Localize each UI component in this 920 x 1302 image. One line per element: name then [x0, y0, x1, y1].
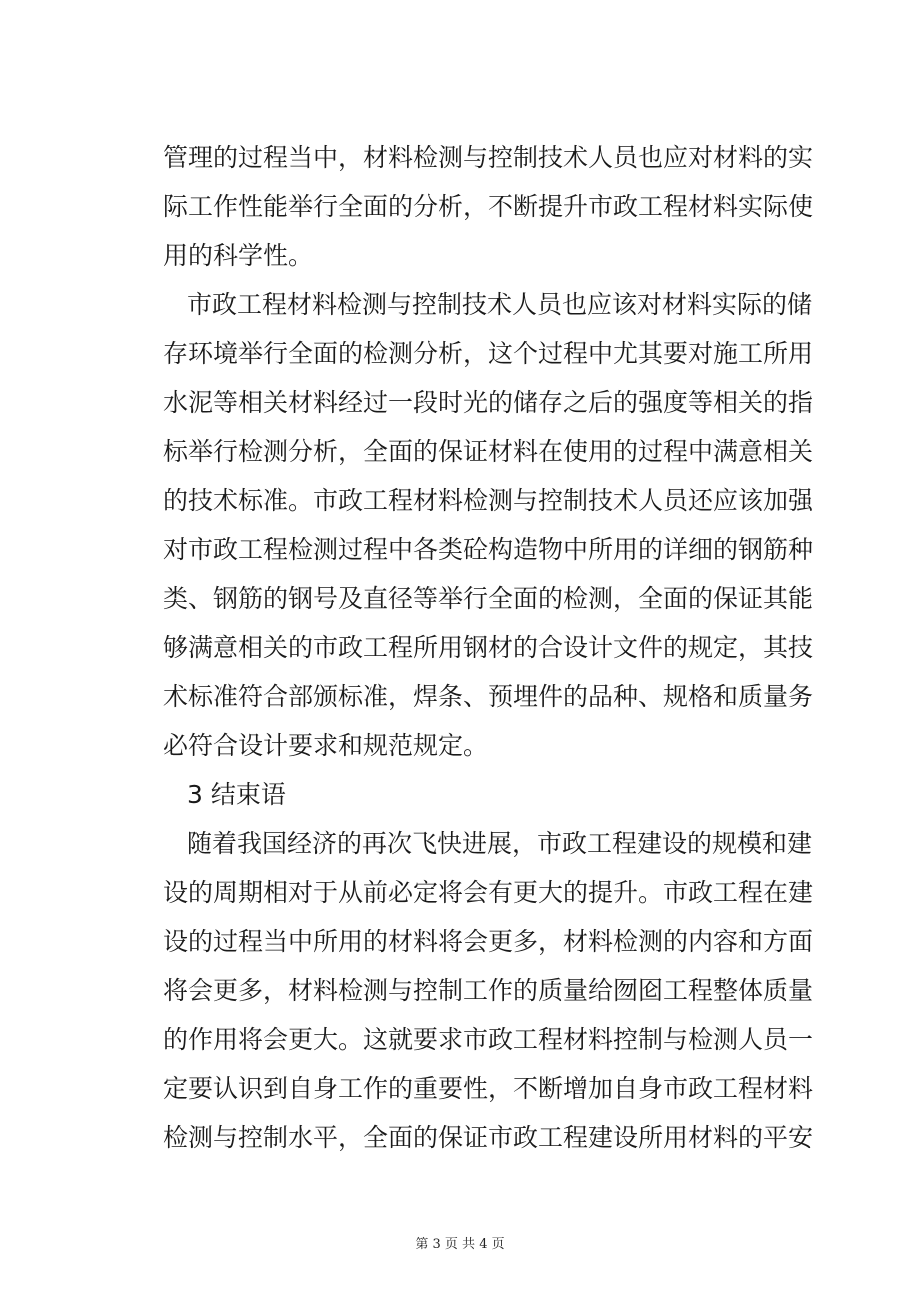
text-line: 将会更多，材料检测与控制工作的质量给囫囵工程整体质量: [163, 976, 814, 1005]
text-line: 设的周期相对于从前必定将会有更大的提升。市政工程在建: [163, 878, 814, 907]
text-line: 术标准符合部颁标准，焊条、预埋件的品种、规格和质量务: [163, 682, 814, 711]
text-line: 存环境举行全面的检测分析，这个过程中尤其要对施工所用: [163, 339, 814, 368]
text-line: 际工作性能举行全面的分析，不断提升市政工程材料实际使: [163, 192, 814, 221]
text-line: 类、钢筋的钢号及直径等举行全面的检测，全面的保证其能: [163, 584, 814, 613]
text-line: 的技术标准。市政工程材料检测与控制技术人员还应该加强: [163, 486, 814, 515]
page-number-footer: 第 3 页 共 4 页: [415, 1237, 505, 1252]
section-heading: 3 结束语: [187, 780, 286, 809]
text-line: 对市政工程检测过程中各类砼构造物中所用的详细的钢筋种: [163, 535, 814, 564]
text-line: 市政工程材料检测与控制技术人员也应该对材料实际的储: [187, 290, 813, 319]
text-line: 标举行检测分析，全面的保证材料在使用的过程中满意相关: [163, 437, 814, 466]
text-line: 够满意相关的市政工程所用钢材的合设计文件的规定，其技: [163, 633, 814, 662]
text-line: 必符合设计要求和规范规定。: [163, 731, 489, 760]
document-body: [163, 133, 814, 1162]
text-line: 水泥等相关材料经过一段时光的储存之后的强度等相关的指: [163, 388, 814, 417]
text-line: 的作用将会更大。这就要求市政工程材料控制与检测人员一: [163, 1025, 814, 1054]
text-line: 随着我国经济的再次飞快进展，市政工程建设的规模和建: [187, 829, 813, 858]
text-line: 检测与控制水平，全面的保证市政工程建设所用材料的平安: [163, 1123, 814, 1152]
text-line: 管理的过程当中，材料检测与控制技术人员也应对材料的实: [163, 143, 814, 172]
text-line: 设的过程当中所用的材料将会更多，材料检测的内容和方面: [163, 927, 814, 956]
text-line: 用的科学性。: [163, 241, 314, 270]
text-line: 定要认识到自身工作的重要性，不断增加自身市政工程材料: [163, 1074, 814, 1103]
